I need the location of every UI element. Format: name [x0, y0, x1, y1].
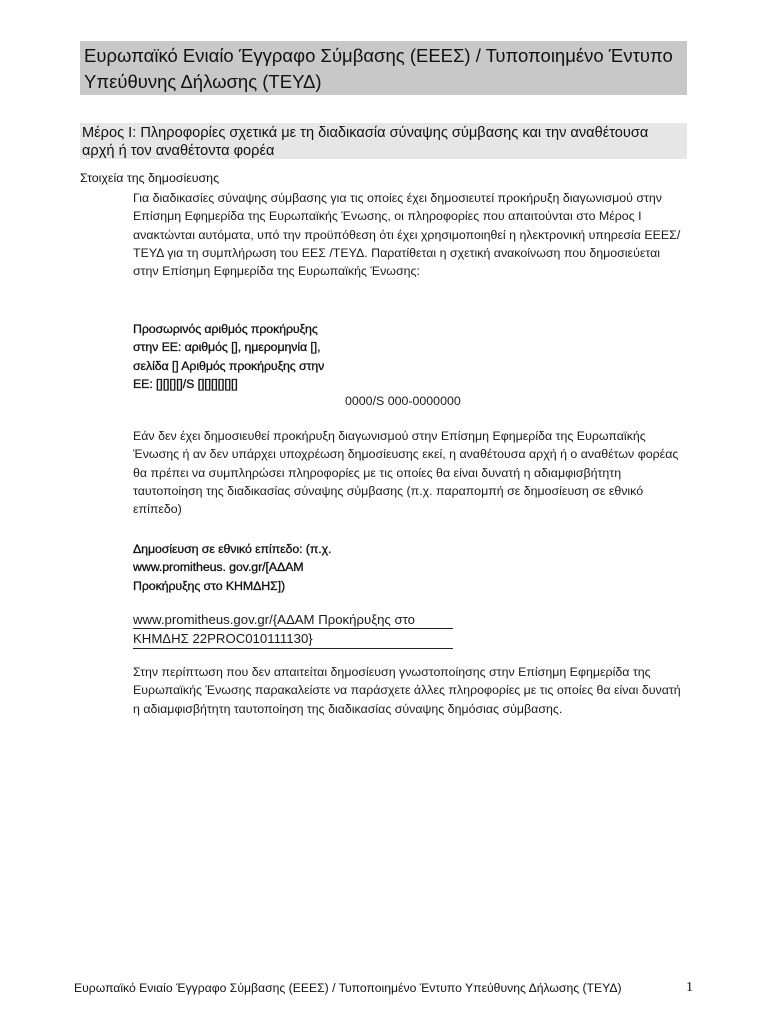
page-number: 1	[686, 980, 693, 995]
eu-notice-label: Προσωρινός αριθμός προκήρυξης στην ΕΕ: αριθμός [], ημερομηνία [], σελίδα [] Αριθμός προκήρυξης στην ΕΕ: [][][][]/S [][][][][][]	[133, 322, 325, 391]
national-publication-value: www.promitheus.gov.gr/{ΑΔΑΜ Προκήρυξης στο ΚΗΜΔΗΣ 22PROC010111130}	[133, 610, 453, 649]
document-title: Ευρωπαϊκό Ενιαίο Έγγραφο Σύμβασης (ΕΕΕΣ) / Τυποποιημένο Έντυπο Υπεύθυνης Δήλωσης (ΤΕΥΔ)	[80, 41, 687, 95]
section-heading: Στοιχεία της δημοσίευσης	[80, 171, 220, 185]
intro-paragraph: Για διαδικασίες σύναψης σύμβασης για τις οποίες έχει δημοσιευτεί προκήρυξη διαγωνισμού στην Επίσημη Εφημερίδα της Ευρωπαϊκής Ένωσης, οι πληροφορίες που απαιτούνται στο Μέρος I ανακτώνται αυτόματα, υπό την προϋπόθεση ότι έχει χρησιμοποιηθεί η ηλεκτρονική υπηρεσία ΕΕΕΣ/ΤΕΥΔ για τη συμπλήρωση του ΕΕΣ /ΤΕΥΔ. Παρατίθεται η σχετική ανακοίνωση που δημοσιεύεται στην Επίσημη Εφημερίδα της Ευρωπαϊκής Ένωσης:	[133, 191, 681, 279]
eu-notice-value: 0000/S 000-0000000	[345, 394, 461, 408]
field-underline	[133, 628, 453, 629]
page-footer: Ευρωπαϊκό Ενιαίο Έγγραφο Σύμβασης (ΕΕΕΣ) / Τυποποιημένο Έντυπο Υπεύθυνης Δήλωσης (ΤΕΥΔ)	[74, 981, 622, 995]
part-heading: Μέρος Ι: Πληροφορίες σχετικά με τη διαδικασία σύναψης σύμβασης και την αναθέτουσα αρχή ή τον αναθέτοντα φορέα	[80, 123, 687, 159]
national-publication-label: Δημοσίευση σε εθνικό επίπεδο: (π.χ. www.promitheus. gov.gr/[ΑΔΑΜ Προκήρυξης στο ΚΗΜΔΗΣ])	[133, 542, 332, 593]
national-paragraph: Εάν δεν έχει δημοσιευθεί προκήρυξη διαγωνισμού στην Επίσημη Εφημερίδα της Ευρωπαϊκής Ένωσης ή αν δεν υπάρχει υποχρέωση δημοσίευσης εκεί, η αναθέτουσα αρχή ή ο αναθέτων φορέας θα πρέπει να συμπληρώσει πληροφορίες με τις οποίες θα είναι δυνατή η αδιαμφισβήτητη ταυτοποίηση της διαδικασίας σύναψης σύμβασης (π.χ. παραπομπή σε δημοσίευση σε εθνικό επίπεδο)	[133, 429, 679, 517]
closing-paragraph: Στην περίπτωση που δεν απαιτείται δημοσίευση γνωστοποίησης στην Επίσημη Εφημερίδα της Ευρωπαϊκής Ένωσης παρακαλείστε να παράσχετε άλλες πληροφορίες με τις οποίες θα είναι δυνατή η αδιαμφισβήτητη ταυτοποίηση της διαδικασίας σύναψης δημόσιας σύμβασης.	[133, 665, 681, 716]
